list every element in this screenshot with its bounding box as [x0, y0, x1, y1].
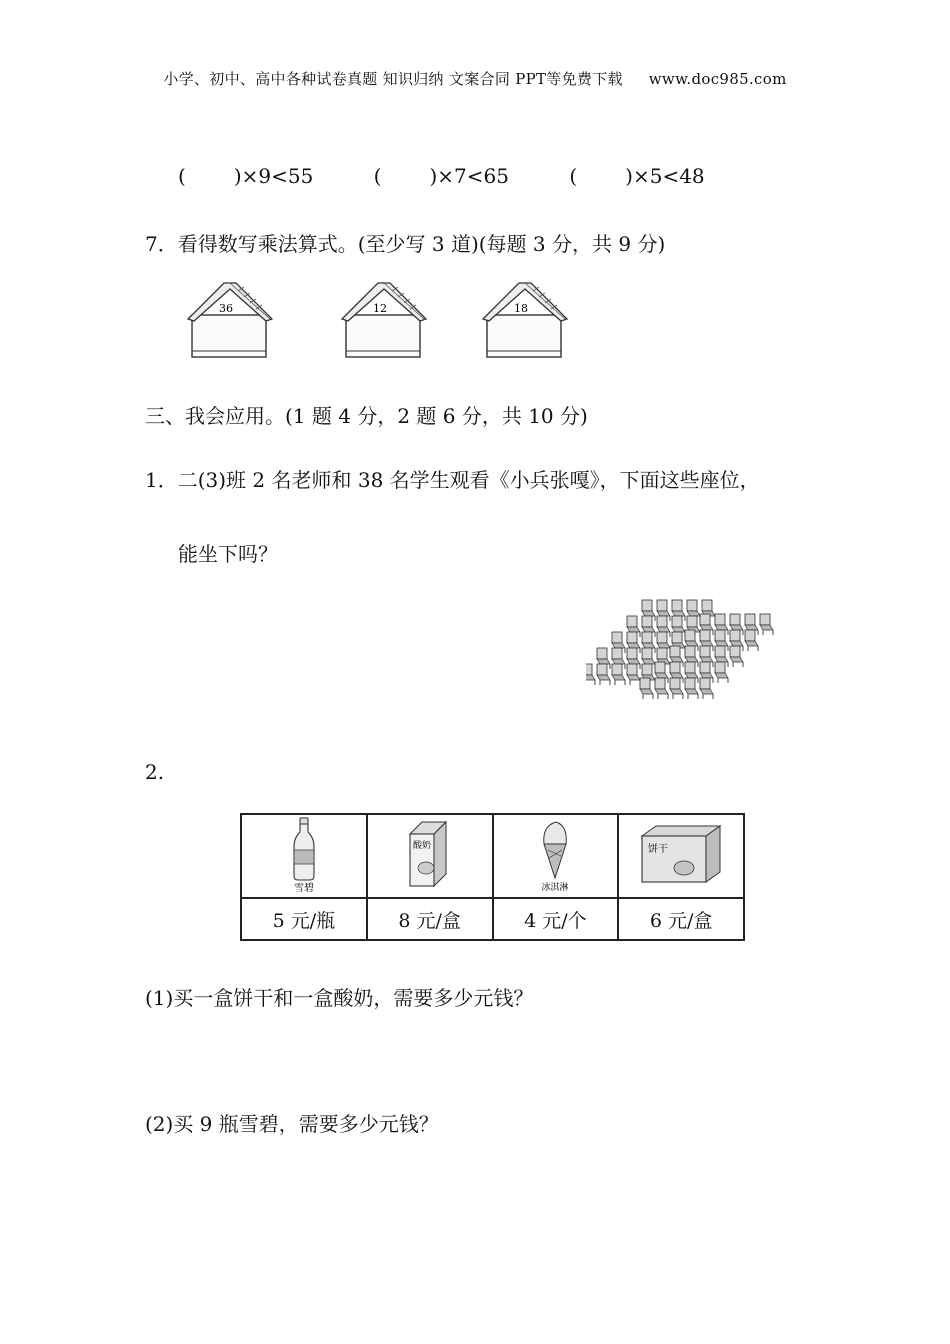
- seat-icon: [627, 664, 640, 685]
- house-icon: [340, 279, 430, 359]
- soda-bottle-icon: [284, 816, 324, 892]
- item-caption: 饼干: [648, 844, 669, 855]
- house-icon: [186, 279, 276, 359]
- seat-icon: [700, 678, 713, 699]
- seats-icon: [586, 596, 782, 718]
- item-caption: 冰淇淋: [541, 883, 569, 892]
- seat-icon: [612, 664, 625, 685]
- paren-open: (: [373, 164, 382, 188]
- price-ice-cream: 4 元/个: [493, 898, 619, 940]
- seat-icon: [760, 614, 773, 635]
- house-number: 36: [219, 302, 233, 315]
- item-cell-soda: [241, 814, 367, 898]
- question-2-number: 2.: [145, 760, 165, 784]
- price-yogurt: 8 元/盒: [367, 898, 493, 940]
- house-number: 18: [514, 302, 528, 315]
- paren-open: (: [178, 164, 186, 188]
- inequality-1: [178, 164, 313, 188]
- seat-icon: [715, 662, 728, 683]
- seat-icon: [597, 664, 610, 685]
- header-url: www.doc985.com: [648, 70, 787, 88]
- inequality-row: [178, 164, 759, 188]
- inequality-expression: )×5<48: [625, 164, 705, 188]
- inequality-2: [374, 164, 509, 188]
- seat-icon: [586, 664, 595, 685]
- paren-open: (: [569, 164, 578, 188]
- seat-icon: [670, 678, 683, 699]
- price-biscuit: 6 元/盒: [618, 898, 744, 940]
- question-7: 7．看得数写乘法算式。(至少写 3 道)(每题 3 分，共 9 分): [145, 232, 666, 256]
- yogurt-carton-icon: [402, 816, 458, 892]
- seat-icon: [685, 678, 698, 699]
- price-table: [240, 813, 745, 941]
- ice-cream-icon: [530, 816, 580, 892]
- item-cell-ice-cream: [493, 814, 619, 898]
- section-3-title: 三、我会应用。(1 题 4 分，2 题 6 分，共 10 分): [145, 404, 588, 428]
- house-number: 12: [373, 302, 387, 315]
- item-caption: 酸奶: [412, 841, 431, 851]
- inequality-expression: )×7<65: [429, 164, 509, 188]
- item-caption: 雪碧: [293, 883, 314, 892]
- item-cell-biscuit: [618, 814, 744, 898]
- item-cell-yogurt: [367, 814, 493, 898]
- seat-icon: [730, 646, 743, 667]
- question-1-line-2: 能坐下吗？: [178, 542, 278, 566]
- inequality-3: [569, 164, 704, 188]
- house-icon: [481, 279, 571, 359]
- header-text: 小学、初中、高中各种试卷真题 知识归纳 文案合同 PPT等免费下载: [163, 70, 623, 88]
- seat-icon: [745, 630, 758, 651]
- seat-icon: [655, 678, 668, 699]
- biscuit-box-icon: [638, 822, 724, 886]
- question-2-sub-1: (1)买一盒饼干和一盒酸奶，需要多少元钱？: [145, 986, 534, 1010]
- question-1-line-1: 1．二(3)班 2 名老师和 38 名学生观看《小兵张嘎》，下面这些座位，: [145, 468, 760, 492]
- page-header: [0, 68, 950, 89]
- question-2-sub-2: (2)买 9 瓶雪碧，需要多少元钱？: [145, 1112, 439, 1136]
- seat-icon: [640, 678, 653, 699]
- inequality-expression: )×9<55: [233, 164, 314, 188]
- price-soda: 5 元/瓶: [241, 898, 367, 940]
